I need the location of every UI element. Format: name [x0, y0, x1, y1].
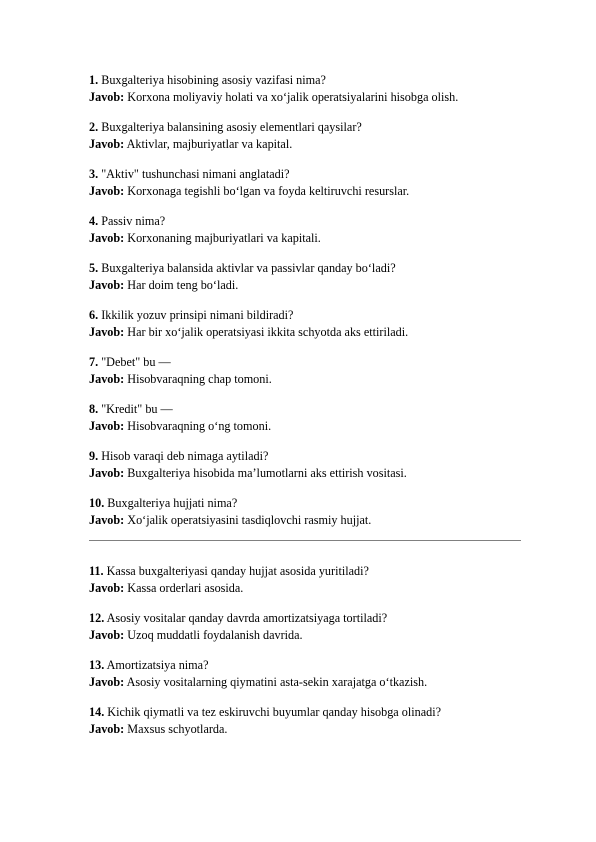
- qa-item: [89, 307, 529, 341]
- answer-text: Korxona moliyaviy holati va xo‘jalik operatsiyalarini hisobga olish.: [124, 90, 459, 104]
- answer-text: Kassa orderlari asosida.: [124, 581, 244, 595]
- question-text: Buxgalteriya balansida aktivlar va passivlar qanday bo‘ladi?: [98, 261, 396, 275]
- answer-label: Javob:: [89, 372, 125, 386]
- question-text: Ikkilik yozuv prinsipi nimani bildiradi?: [98, 308, 294, 322]
- question-text: Kichik qiymatli va tez eskiruvchi buyumlar qanday hisobga olinadi?: [104, 705, 441, 719]
- answer-label: Javob:: [89, 137, 125, 151]
- answer-line: [89, 580, 529, 597]
- question-line: [89, 166, 529, 183]
- answer-label: Javob:: [89, 278, 125, 292]
- question-line: [89, 448, 529, 465]
- qa-item: [89, 166, 529, 200]
- answer-label: Javob:: [89, 722, 125, 736]
- answer-label: Javob:: [89, 581, 125, 595]
- qa-section-2: [89, 563, 529, 738]
- question-text: "Debet" bu —: [98, 355, 171, 369]
- answer-text: Xo‘jalik operatsiyasini tasdiqlovchi rasmiy hujjat.: [124, 513, 372, 527]
- question-number: 2.: [89, 120, 99, 134]
- answer-line: [89, 89, 529, 106]
- answer-label: Javob:: [89, 675, 125, 689]
- question-line: [89, 657, 529, 674]
- answer-text: Buxgalteriya hisobida ma’lumotlarni aks ettirish vositasi.: [124, 466, 407, 480]
- question-number: 8.: [89, 402, 99, 416]
- qa-item: [89, 657, 529, 691]
- question-line: [89, 610, 529, 627]
- question-number: 14.: [89, 705, 105, 719]
- question-line: [89, 704, 529, 721]
- question-text: "Kredit" bu —: [98, 402, 173, 416]
- question-text: Kassa buxgalteriyasi qanday hujjat asosida yuritiladi?: [103, 564, 369, 578]
- answer-label: Javob:: [89, 325, 125, 339]
- answer-label: Javob:: [89, 513, 125, 527]
- question-text: "Aktiv" tushunchasi nimani anglatadi?: [98, 167, 290, 181]
- qa-item: [89, 119, 529, 153]
- answer-line: [89, 277, 529, 294]
- question-line: [89, 119, 529, 136]
- question-line: [89, 401, 529, 418]
- answer-text: Hisobvaraqning chap tomoni.: [124, 372, 272, 386]
- qa-item: [89, 213, 529, 247]
- answer-text: Har bir xo‘jalik operatsiyasi ikkita schyotda aks ettiriladi.: [124, 325, 409, 339]
- qa-item: [89, 704, 529, 738]
- answer-label: Javob:: [89, 184, 125, 198]
- question-number: 12.: [89, 611, 105, 625]
- answer-text: Hisobvaraqning o‘ng tomoni.: [124, 419, 272, 433]
- answer-line: [89, 465, 529, 482]
- answer-label: Javob:: [89, 419, 125, 433]
- qa-item: [89, 563, 529, 597]
- section-divider: [89, 540, 521, 541]
- question-text: Buxgalteriya hujjati nima?: [104, 496, 238, 510]
- question-number: 6.: [89, 308, 99, 322]
- qa-item: [89, 610, 529, 644]
- question-number: 13.: [89, 658, 105, 672]
- answer-line: [89, 627, 529, 644]
- question-line: [89, 307, 529, 324]
- answer-line: [89, 371, 529, 388]
- question-line: [89, 563, 529, 580]
- question-number: 10.: [89, 496, 105, 510]
- qa-section-1: [89, 72, 529, 529]
- qa-item: [89, 448, 529, 482]
- question-number: 1.: [89, 73, 99, 87]
- question-text: Buxgalteriya hisobining asosiy vazifasi nima?: [98, 73, 326, 87]
- question-number: 5.: [89, 261, 99, 275]
- qa-item: [89, 401, 529, 435]
- question-text: Amortizatsiya nima?: [104, 658, 209, 672]
- question-text: Asosiy vositalar qanday davrda amortizatsiyaga tortiladi?: [104, 611, 388, 625]
- answer-text: Asosiy vositalarning qiymatini asta-sekin xarajatga o‘tkazish.: [124, 675, 428, 689]
- question-number: 11.: [89, 564, 104, 578]
- question-line: [89, 495, 529, 512]
- qa-item: [89, 495, 529, 529]
- answer-text: Maxsus schyotlarda.: [124, 722, 228, 736]
- qa-item: [89, 354, 529, 388]
- question-text: Hisob varaqi deb nimaga aytiladi?: [98, 449, 269, 463]
- question-line: [89, 213, 529, 230]
- question-number: 7.: [89, 355, 99, 369]
- question-text: Buxgalteriya balansining asosiy elementlari qaysilar?: [98, 120, 362, 134]
- question-line: [89, 260, 529, 277]
- answer-line: [89, 512, 529, 529]
- answer-line: [89, 324, 529, 341]
- qa-item: [89, 260, 529, 294]
- answer-label: Javob:: [89, 90, 125, 104]
- answer-line: [89, 674, 529, 691]
- answer-line: [89, 721, 529, 738]
- answer-line: [89, 230, 529, 247]
- answer-text: Aktivlar, majburiyatlar va kapital.: [124, 137, 293, 151]
- question-text: Passiv nima?: [98, 214, 166, 228]
- answer-label: Javob:: [89, 466, 125, 480]
- document-page: [89, 72, 529, 751]
- answer-text: Har doim teng bo‘ladi.: [124, 278, 239, 292]
- answer-text: Uzoq muddatli foydalanish davrida.: [124, 628, 303, 642]
- question-line: [89, 72, 529, 89]
- answer-line: [89, 183, 529, 200]
- answer-text: Korxonaga tegishli bo‘lgan va foyda keltiruvchi resurslar.: [124, 184, 410, 198]
- question-number: 3.: [89, 167, 99, 181]
- question-number: 9.: [89, 449, 99, 463]
- answer-label: Javob:: [89, 628, 125, 642]
- answer-line: [89, 136, 529, 153]
- answer-label: Javob:: [89, 231, 125, 245]
- answer-line: [89, 418, 529, 435]
- question-number: 4.: [89, 214, 99, 228]
- question-line: [89, 354, 529, 371]
- answer-text: Korxonaning majburiyatlari va kapitali.: [124, 231, 321, 245]
- qa-item: [89, 72, 529, 106]
